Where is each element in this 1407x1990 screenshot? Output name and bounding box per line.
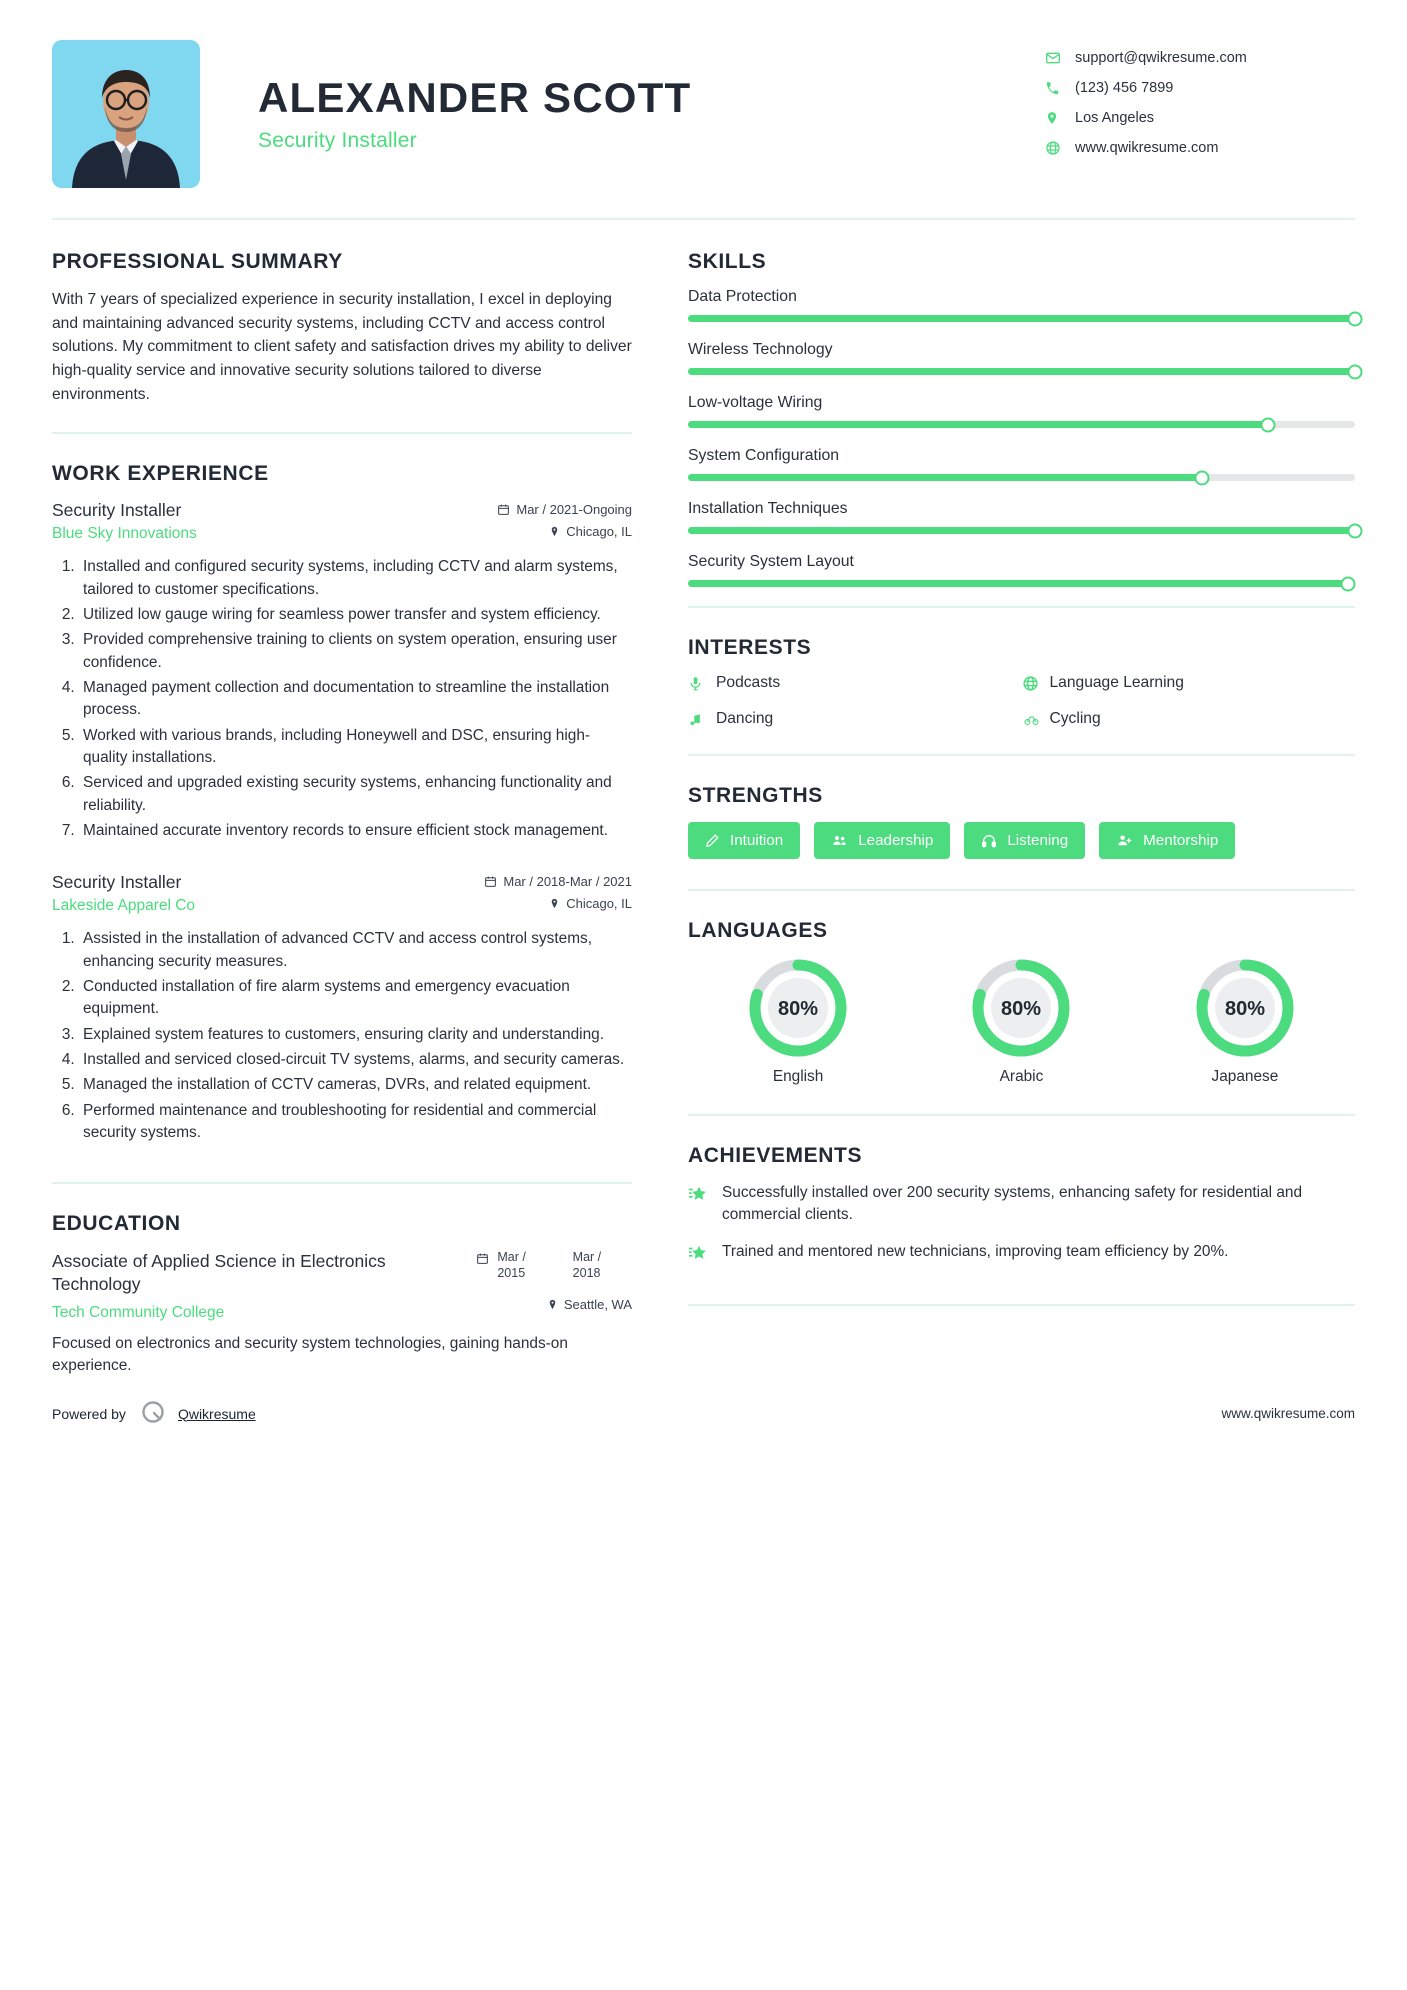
strength-chip xyxy=(1099,822,1235,859)
section-title-summary: PROFESSIONAL SUMMARY xyxy=(52,250,343,273)
language-percent: 80% xyxy=(1001,998,1042,1020)
contact-list xyxy=(1045,40,1355,170)
work-divider xyxy=(52,1182,632,1184)
skill-item xyxy=(688,288,1355,322)
skill-bar-knob[interactable] xyxy=(1348,364,1363,379)
calendar-icon xyxy=(476,1250,489,1268)
achievements-divider xyxy=(688,1304,1355,1306)
work-bullets xyxy=(52,928,632,1144)
strength-label: Mentorship xyxy=(1143,832,1219,849)
work-location xyxy=(549,524,632,539)
language-label: English xyxy=(772,1068,824,1085)
interest-label: Language Learning xyxy=(1049,674,1184,691)
work-company: Blue Sky Innovations xyxy=(52,525,197,543)
map-marker-icon xyxy=(549,897,560,910)
calendar-icon xyxy=(484,875,497,888)
headphones-icon xyxy=(981,833,997,849)
work-bullet: 2. Utilized low gauge wiring for seamless power transfer and system efficiency. xyxy=(79,604,632,626)
work-entry-header xyxy=(52,500,632,521)
work-bullet: 6. Serviced and upgraded existing security systems, enhancing functionality and reliability. xyxy=(79,772,632,817)
education-dates xyxy=(476,1250,632,1281)
globe-icon xyxy=(1045,140,1071,156)
contact-location-text: Los Angeles xyxy=(1075,110,1155,126)
bicycle-icon xyxy=(1022,712,1050,727)
skills-divider xyxy=(688,606,1355,608)
interests-divider xyxy=(688,754,1355,756)
skill-bar-fill xyxy=(688,474,1202,481)
work-dates-text: Mar / 2018-Mar / 2021 xyxy=(503,874,632,890)
strength-chip xyxy=(964,822,1085,859)
summary-text: With 7 years of specialized experience in security installation, I excel in deploying and maintaining advanced security systems, including CCTV and access control solutions. My commitment to client safety and satisfaction drives my ability to deliver high-quality service and innovative security solutions tailored to diverse environments. xyxy=(52,291,632,403)
pen-icon xyxy=(705,833,720,848)
skill-label: Security System Layout xyxy=(688,553,854,570)
skill-bar xyxy=(688,421,1355,428)
section-title-achievements: ACHIEVEMENTS xyxy=(688,1144,863,1167)
map-marker-icon xyxy=(549,525,560,538)
education-school: Tech Community College xyxy=(52,1303,225,1321)
language-item xyxy=(1135,957,1355,1086)
calendar-icon xyxy=(497,503,510,516)
work-entry xyxy=(52,872,632,1144)
skill-bar xyxy=(688,474,1355,481)
work-bullet: 4. Managed payment collection and documentation to streamline the installation process. xyxy=(79,677,632,722)
skill-bar-fill xyxy=(688,368,1355,375)
education-date-start: Mar / 2015 xyxy=(497,1250,526,1280)
achievement-item xyxy=(688,1241,1355,1270)
interest-item xyxy=(688,710,1022,728)
work-company: Lakeside Apparel Co xyxy=(52,897,196,915)
work-bullets xyxy=(52,556,632,842)
section-title-languages: LANGUAGES xyxy=(688,919,828,942)
work-title: Security Installer xyxy=(52,500,182,521)
resume-footer xyxy=(0,1377,1407,1458)
work-entry-subheader xyxy=(52,893,632,915)
work-location xyxy=(549,896,632,911)
strength-chip xyxy=(688,822,800,859)
skill-bar xyxy=(688,580,1355,587)
work-dates xyxy=(484,874,632,889)
work-location-text: Chicago, IL xyxy=(566,524,632,540)
interest-label: Cycling xyxy=(1049,710,1101,727)
job-title-subtitle: Security Installer xyxy=(258,129,417,153)
name-block xyxy=(200,40,1045,153)
section-title-skills: SKILLS xyxy=(688,250,767,273)
powered-by-label: Powered by xyxy=(52,1405,126,1422)
microphone-icon xyxy=(688,675,716,692)
language-label: Arabic xyxy=(999,1068,1044,1085)
skill-label: Wireless Technology xyxy=(688,341,833,358)
achievement-text: Trained and mentored new technicians, improving team efficiency by 20%. xyxy=(722,1242,1229,1260)
work-dates xyxy=(497,502,632,517)
globe-icon xyxy=(1022,675,1050,692)
skill-bar-knob[interactable] xyxy=(1261,417,1276,432)
education-entry xyxy=(52,1250,632,1296)
skill-bar xyxy=(688,368,1355,375)
work-bullet: 7. Maintained accurate inventory records to ensure efficient stock management. xyxy=(79,820,632,842)
right-column xyxy=(660,220,1355,1306)
skill-item xyxy=(688,500,1355,534)
skill-label: Installation Techniques xyxy=(688,500,848,517)
resume-body xyxy=(0,220,1407,1377)
contact-email-text: support@qwikresume.com xyxy=(1075,50,1247,66)
skill-bar-knob[interactable] xyxy=(1348,523,1363,538)
work-entry-header xyxy=(52,872,632,893)
footer-website: www.qwikresume.com xyxy=(1221,1406,1355,1422)
contact-website[interactable] xyxy=(1045,140,1355,156)
section-title-education: EDUCATION xyxy=(52,1212,181,1236)
interests-grid xyxy=(688,674,1355,728)
skill-bar-knob[interactable] xyxy=(1348,311,1363,326)
skill-bar xyxy=(688,315,1355,322)
star-badge-icon xyxy=(688,1241,722,1270)
work-bullet: 1. Assisted in the installation of advanced CCTV and access control systems, enhancing security measures. xyxy=(79,928,632,973)
interest-label: Dancing xyxy=(716,710,774,727)
education-description: Focused on electronics and security system technologies, gaining hands-on experience. xyxy=(52,1334,568,1374)
work-location-text: Chicago, IL xyxy=(566,896,632,912)
work-entry-subheader xyxy=(52,521,632,543)
language-label: Japanese xyxy=(1211,1068,1279,1085)
skill-item xyxy=(688,341,1355,375)
language-percent: 80% xyxy=(778,998,819,1020)
language-donut xyxy=(1194,957,1296,1059)
skill-bar-fill xyxy=(688,421,1268,428)
skill-item xyxy=(688,447,1355,481)
section-title-work: WORK EXPERIENCE xyxy=(52,462,269,486)
skill-label: Data Protection xyxy=(688,288,797,305)
summary-divider xyxy=(52,432,632,434)
language-donut xyxy=(747,957,849,1059)
languages-list xyxy=(688,957,1355,1086)
contact-website-text: www.qwikresume.com xyxy=(1075,140,1219,156)
work-bullet: 1. Installed and configured security systems, including CCTV and alarm systems, tailored to customer specifications. xyxy=(79,556,632,601)
contact-phone[interactable] xyxy=(1045,80,1355,96)
contact-email[interactable] xyxy=(1045,50,1355,66)
education-subheader xyxy=(52,1297,632,1322)
skill-bar-fill xyxy=(688,527,1355,534)
language-donut xyxy=(970,957,1072,1059)
skill-bar-knob[interactable] xyxy=(1194,470,1209,485)
language-percent: 80% xyxy=(1224,998,1265,1020)
education-location-text: Seattle, WA xyxy=(563,1296,632,1312)
skill-item xyxy=(688,394,1355,428)
work-bullet: 4. Installed and serviced closed-circuit TV systems, alarms, and security cameras. xyxy=(79,1049,632,1071)
work-title: Security Installer xyxy=(52,872,182,893)
left-column xyxy=(52,220,660,1377)
work-bullet: 2. Conducted installation of fire alarm systems and emergency evacuation equipment. xyxy=(79,976,632,1021)
avatar-illustration xyxy=(52,40,200,188)
strength-label: Intuition xyxy=(730,832,784,849)
strengths-list xyxy=(688,822,1355,859)
strength-chip xyxy=(814,822,950,859)
strength-label: Leadership xyxy=(858,832,934,849)
user-plus-icon xyxy=(1116,833,1133,848)
interest-label: Podcasts xyxy=(716,674,781,691)
education-date-end: Mar / 2018 xyxy=(572,1250,602,1280)
strength-label: Listening xyxy=(1007,832,1069,849)
users-icon xyxy=(831,833,848,848)
work-bullet: 3. Explained system features to customers, ensuring clarity and understanding. xyxy=(79,1024,632,1046)
strengths-divider xyxy=(688,889,1355,891)
section-title-strengths: STRENGTHS xyxy=(688,784,823,807)
work-bullet: 6. Performed maintenance and troubleshooting for residential and commercial security systems. xyxy=(79,1100,632,1145)
interest-item xyxy=(1022,710,1356,728)
skill-label: System Configuration xyxy=(688,447,840,464)
qwikresume-link[interactable]: Qwikresume xyxy=(177,1405,256,1422)
star-badge-icon xyxy=(688,1182,722,1227)
resume-header xyxy=(0,0,1407,188)
music-note-icon xyxy=(688,711,716,728)
location-pin-icon xyxy=(1045,110,1071,126)
languages-divider xyxy=(688,1114,1355,1116)
skill-bar-fill xyxy=(688,580,1348,587)
page-title: ALEXANDER SCOTT xyxy=(258,74,692,121)
achievement-text: Successfully installed over 200 security systems, enhancing safety for residential and commercial clients. xyxy=(722,1184,1303,1224)
language-item xyxy=(688,957,908,1086)
skill-bar-fill xyxy=(688,315,1355,322)
section-title-interests: INTERESTS xyxy=(688,636,812,659)
work-entry xyxy=(52,500,632,842)
skill-label: Low-voltage Wiring xyxy=(688,394,823,411)
envelope-icon xyxy=(1045,50,1071,66)
qwikresume-logo-icon xyxy=(140,1399,166,1428)
achievement-item xyxy=(688,1182,1355,1227)
education-degree: Associate of Applied Science in Electronics Technology xyxy=(52,1251,386,1295)
interest-item xyxy=(688,674,1022,692)
work-bullet: 3. Provided comprehensive training to clients on system operation, ensuring user confidence. xyxy=(79,629,632,674)
map-marker-icon xyxy=(547,1298,558,1311)
skill-bar xyxy=(688,527,1355,534)
powered-by-block xyxy=(52,1399,256,1428)
contact-location xyxy=(1045,110,1355,126)
skill-item xyxy=(688,553,1355,587)
work-bullet: 5. Worked with various brands, including Honeywell and DSC, ensuring high-quality installations. xyxy=(79,725,632,770)
contact-phone-text: (123) 456 7899 xyxy=(1075,80,1174,96)
education-location xyxy=(547,1297,632,1312)
profile-photo xyxy=(52,40,200,188)
language-item xyxy=(911,957,1131,1086)
phone-icon xyxy=(1045,81,1071,96)
interest-item xyxy=(1022,674,1356,692)
skill-bar-knob[interactable] xyxy=(1341,576,1356,591)
work-dates-text: Mar / 2021-Ongoing xyxy=(516,502,632,518)
work-bullet: 5. Managed the installation of CCTV cameras, DVRs, and related equipment. xyxy=(79,1074,632,1096)
